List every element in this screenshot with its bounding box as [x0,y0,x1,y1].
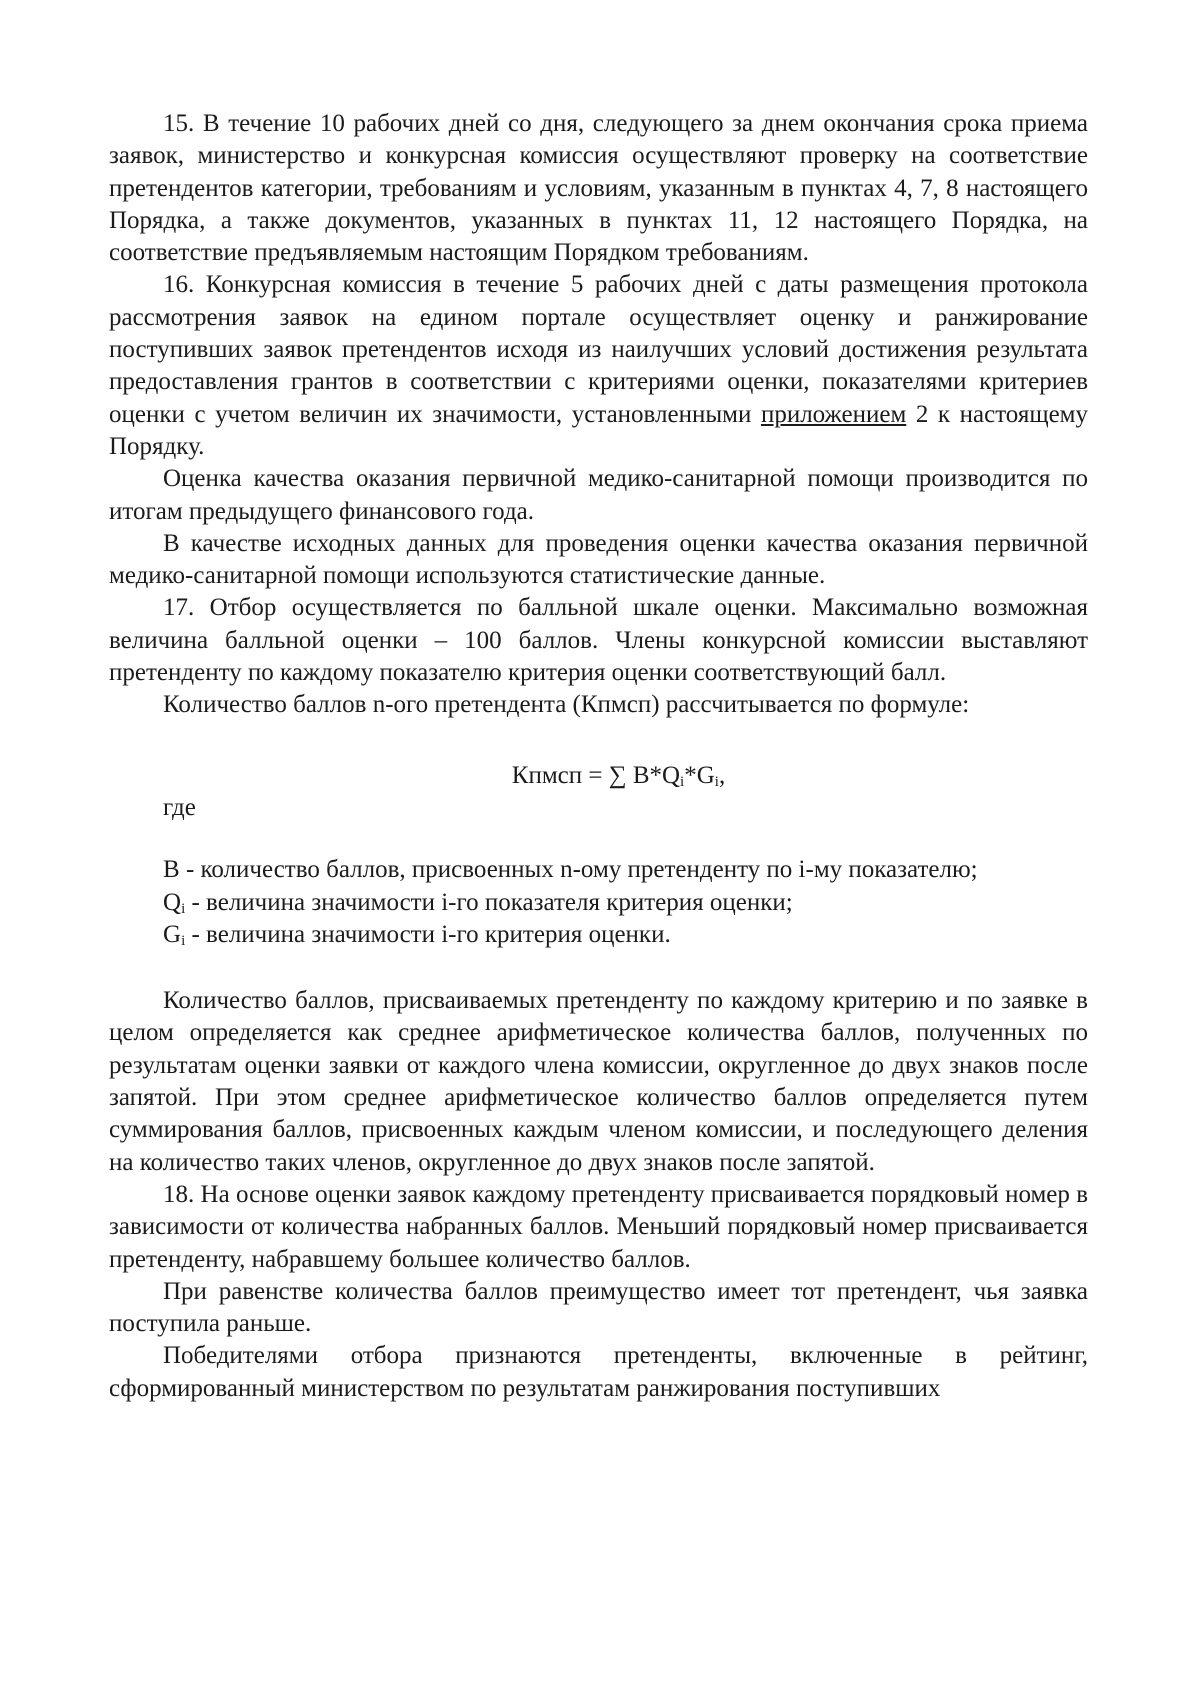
definitions-list [109,854,1088,951]
paragraph-equal-scores: При равенстве количества баллов преимущество имеет тот претендент, чья заявка поступила раньше. [109,1277,1088,1338]
definition-g [109,919,1088,951]
paragraph-source-data: В качестве исходных данных для проведения оценки качества оказания первичной медико-санитарной помощи используются статистические данные. [109,529,1088,590]
definition-text: - величина значимости i-го показателя критерия оценки; [185,888,793,916]
paragraph-winners: Победителями отбора признаются претенденты, включенные в рейтинг, сформированный министерством по результатам ранжирования поступивших [109,1342,1088,1402]
formula-mid: *G [684,761,715,789]
formula-lhs: Кпмсп = ∑ B*Q [511,761,681,789]
paragraph-16-tail: 2 к настоящему Порядку. [109,400,1088,460]
document-page [109,108,1088,1405]
formula-sub-q: i [680,773,685,790]
paragraph-15: 15. В течение 10 рабочих дней со дня, следующего за днем окончания срока приема заявок, министерство и конкурсная комиссия осуществляют проверку на соответствие претендентов категории, требованиям и условиям, указанным в пунктах 4, 7, 8 настоящего Порядка, а также документов, указанных в пунктах 11, 12 настоящего Порядка, на соответствие предъявляемым настоящим Порядком требованиям. [109,110,1088,267]
paragraph-16-text: 16. Конкурсная комиссия в течение 5 рабочих дней с даты размещения протокола рассмотрения заявок на едином портале осуществляет оценку и ранжирование поступивших заявок претендентов исходя из наилучших условий достижения результата предоставления грантов в соответствии с критериями оценки, показателями критериев оценки с учетом величин их значимости, установленными [109,271,1088,428]
definition-symbol: Q [163,888,182,916]
paragraph-16 [109,269,1088,463]
definition-text: - величина значимости i-го критерия оценки. [185,920,671,948]
definition-text: - количество баллов, присвоенных n-ому претенденту по i-му показателю; [179,856,978,884]
definition-q [109,887,1088,919]
paragraph-quality: Оценка качества оказания первичной медико-санитарной помощи производится по итогам предыдущего финансового года. [109,465,1088,525]
formula-end: , [718,761,726,789]
paragraph-average: Количество баллов, присваиваемых претенденту по каждому критерию и по заявке в целом определяется как среднее арифметическое количества баллов, полученных по результатам оценки заявки от каждого члена комиссии, округленное до двух знаков после запятой. При этом среднее арифметическое количество баллов определяется путем суммирования баллов, присвоенных каждым членом комиссии, и последующего деления на количество таких членов, округленное до двух знаков после запятой. [109,987,1088,1176]
definition-symbol: В [163,856,180,884]
definition-subscript: i [181,900,186,917]
where-label: где [163,793,196,821]
definition-b [109,854,1088,886]
paragraph-count-formula: Количество баллов n-ого претендента (Кпмсп) рассчитывается по формуле: [163,691,970,719]
definition-symbol: G [163,920,182,948]
definition-subscript: i [181,932,186,949]
paragraph-17: 17. Отбор осуществляется по балльной шкале оценки. Максимально возможная величина балльной оценки – 100 баллов. Члены конкурсной комиссии выставляют претенденту по каждому показателю критерия оценки соответствующий балл. [109,594,1088,687]
formula [109,760,1088,792]
appendix-link: приложением [760,400,907,428]
paragraph-18: 18. На основе оценки заявок каждому претенденту присваивается порядковый номер в зависимости от количества набранных баллов. Меньший порядковый номер присваивается претенденту, набравшему большее количество баллов. [109,1180,1088,1273]
formula-sub-g: i [714,773,719,790]
